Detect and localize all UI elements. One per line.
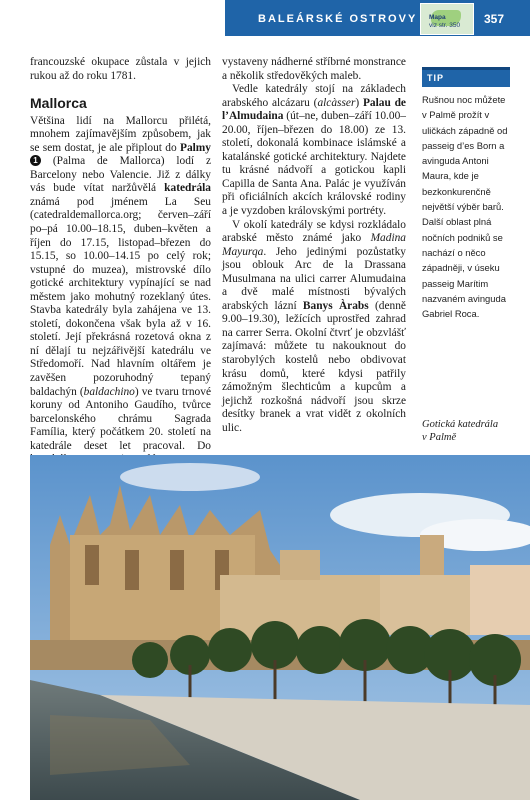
- map-reference[interactable]: [420, 3, 474, 35]
- place-palma: Palmy: [179, 141, 211, 154]
- paragraph-mallorca: Většina lidí na Mallorcu přilétá, mnohem zajímavějším způsobem, jak se sem dostat, je ale připlout do Palmy 1 (Palma de Mallorca) lodí z Barcelony nebo Valencie. Již z dálky vás bude vítat naržůvělá katedrála známá pod jménem La Seu (catedraldemallorca.org; červen–září po–pá 10.00–18.15, duben–květen a říjen do 17.15, listopad–březen do 15.15, so 10.00–14.15 po celý rok; vstupné do muzea), mistrovské dílo gotické architektury vypínající se nad městem jako mohutný rozeklaný útes. Stavba katedrály byla zahájena ve 13. století, dokončena však byla až v 16. století. Její překrásná rozetová okna z ní dělají tu nejzářivější katedrálu ve Středomoří. Nad hlavním oltářem je zavěšen pozoruhodný tepaný baldachýn (baldachino) ve tvaru trnové koruny od Antoniho Gaudího, tvůrce barcelonského chrámu Sagrada Família, který počátkem 20. století na katedrále deset let pracoval. Do: [30, 114, 211, 452]
- paragraph-continued: francouzské okupace zůstala v jejich rukou až do roku 1781.: [30, 56, 211, 82]
- paragraph-arab-city: V okolí katedrály se kdysi rozkládalo arabské město známé jako Madina Mayurqa. Jeho jedinými pozůstatky jsou oblouk Arc de la Drassana Musulmana na ulici carrer Alumudaina a dvě malé místnosti bývalých arabských lázní Banys Àrabs (denně 9.00–19.30), ležících uprostřed zahrad na carrer Serra. Okolní čtvrť je obzvlášť zajímavá: můžete tu nakouknout do starobylých kostelů nebo obdivovat krásu domů, které kdysi patřily zámožným šlechticům a kupcům a jejichž rozkošná nádvoří jsou skrze desítky branek a vrat vidět z okolních ulic.: [222, 218, 406, 434]
- paragraph-continued: vystaveny nádherné stříbrné monstrance a několik středověkých maleb.: [222, 56, 406, 82]
- place-banys-arabs: Banys Àrabs: [302, 299, 369, 312]
- paragraph-almudaina: Vedle katedrály stojí na základech arabského alcázaru (alcàsser) Palau de l’Almudaina (út–ne, duben–září 10.00–20.00, říjen–březen do 18.00) ze 13. století, dokonalá kombinace islámské a katalánské gotické architektury. Najdete tu krásné nádvoří a gotickou kapli Capilla de Santa Ana. Palác je využíván při oficiálních akcích královské rodiny a je vyzdoben královskými portréty.: [222, 83, 406, 218]
- tip-label: TIP: [427, 73, 445, 83]
- map-ref-page: viz str. 350: [429, 22, 461, 29]
- page-number: 357: [484, 12, 505, 26]
- place-katedrala: katedrála: [164, 182, 211, 195]
- text-column-left: [30, 56, 211, 480]
- chapter-title: BALEÁRSKÉ OSTROVY: [258, 13, 418, 25]
- tip-text: Rušnou noc můžete v Palmě prožít v uličkách západně od passeig d’es Born a avinguda Antoni Maura, kde je bezkonkurenčně největší výběr barů. Další oblast plná nočních podniků se nachází o něco západněji, v úseku passeig Marítim nazvaném avinguda Gabriel Roca.: [422, 94, 508, 320]
- section-heading: Mallorca: [30, 95, 87, 112]
- map-ref-label: Mapa: [429, 14, 446, 21]
- cathedral-photo-illustration: [30, 455, 530, 800]
- cathedral-photo: [30, 455, 530, 800]
- photo-caption: Gotická katedrála v Palmě: [422, 419, 499, 443]
- text-column-right: [222, 56, 406, 435]
- map-marker-number: 1: [30, 155, 41, 166]
- place-almudaina: Palau de l’Almudaina: [222, 96, 406, 123]
- tip-box: [422, 67, 510, 87]
